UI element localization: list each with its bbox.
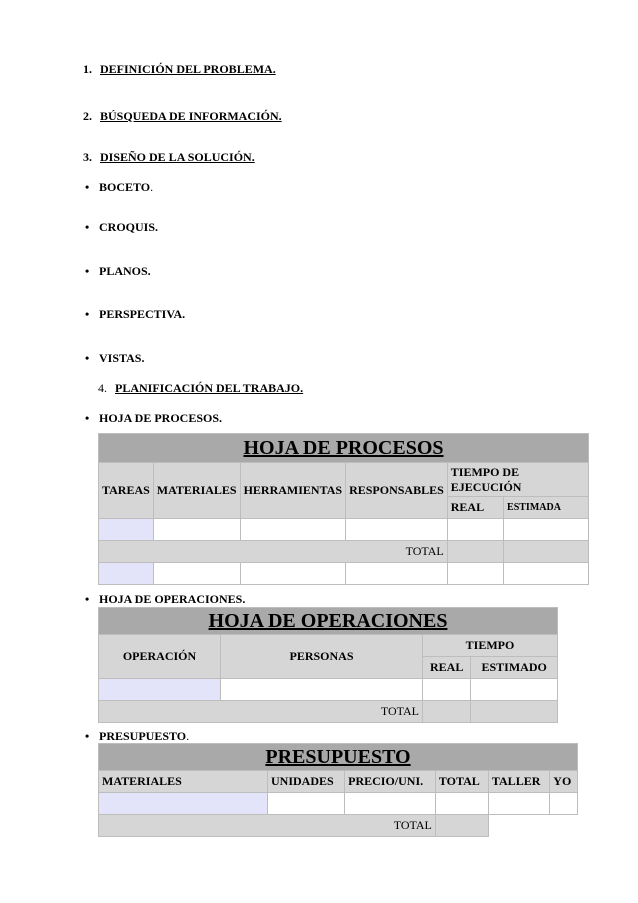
col-tareas: TAREAS	[99, 463, 154, 519]
col-operacion: OPERACIÓN	[99, 635, 221, 679]
step-label: DISEÑO DE LA SOLUCIÓN.	[100, 150, 255, 164]
cell-input[interactable]	[488, 793, 549, 815]
bullet-icon: •	[85, 180, 90, 194]
col-yo: YO	[550, 771, 578, 793]
cell-input[interactable]	[221, 679, 423, 701]
bullet-icon: •	[85, 264, 90, 278]
bullet-croquis	[85, 220, 158, 235]
total-value-cell[interactable]	[435, 815, 488, 837]
cell-input[interactable]	[153, 563, 240, 585]
col-estimado: ESTIMADO	[471, 657, 558, 679]
procesos-title: HOJA DE PROCESOS	[243, 436, 444, 459]
total-estimado-cell[interactable]	[471, 701, 558, 723]
step-number: 3.	[83, 150, 92, 164]
cell-input[interactable]	[550, 793, 578, 815]
total-row	[99, 541, 589, 563]
bullet-label: PRESUPUESTO	[99, 729, 187, 743]
bullet-icon: •	[85, 592, 90, 606]
step-label: DEFINICIÓN DEL PROBLEMA.	[100, 62, 276, 76]
bullet-label: HOJA DE OPERACIONES.	[99, 592, 246, 606]
bullet-label: BOCETO	[99, 180, 151, 194]
col-personas: PERSONAS	[221, 635, 423, 679]
step-label: BÚSQUEDA DE INFORMACIÓN.	[100, 109, 282, 123]
bullet-label: HOJA DE PROCESOS.	[99, 411, 223, 425]
operaciones-title: HOJA DE OPERACIONES	[208, 609, 448, 632]
col-real: REAL	[423, 657, 471, 679]
presupuesto-table	[98, 743, 578, 837]
presupuesto-title-cell	[99, 744, 578, 771]
col-unidades: UNIDADES	[268, 771, 345, 793]
bullet-icon: •	[85, 220, 90, 234]
table-row	[99, 679, 558, 701]
step-number: 4.	[98, 381, 107, 395]
col-taller: TALLER	[488, 771, 549, 793]
cell-input[interactable]	[268, 793, 345, 815]
cell-input[interactable]	[99, 679, 221, 701]
bullet-perspectiva	[85, 307, 185, 322]
cell-input[interactable]	[345, 793, 436, 815]
col-materiales: MATERIALES	[99, 771, 268, 793]
cell-input[interactable]	[471, 679, 558, 701]
cell-input[interactable]	[504, 563, 589, 585]
bullet-label: VISTAS.	[99, 351, 145, 365]
step-4	[98, 381, 303, 396]
cell-input[interactable]	[240, 563, 345, 585]
col-tiempo-ejecucion: TIEMPO DE EJECUCIÓN	[447, 463, 588, 497]
cell-input[interactable]	[99, 563, 154, 585]
bullet-hoja-procesos	[85, 411, 222, 426]
bullet-hoja-operaciones	[85, 592, 245, 607]
col-herramientas: HERRAMIENTAS	[240, 463, 345, 519]
table-row	[99, 793, 578, 815]
bullet-punct: .	[150, 180, 154, 194]
col-tiempo: TIEMPO	[423, 635, 558, 657]
cell-input[interactable]	[153, 519, 240, 541]
bullet-label: PERSPECTIVA.	[99, 307, 186, 321]
col-precio: PRECIO/UNI.	[345, 771, 436, 793]
total-estimada-cell[interactable]	[504, 541, 589, 563]
step-3	[83, 150, 255, 165]
step-1	[83, 62, 276, 77]
total-row	[99, 815, 578, 837]
cell-input[interactable]	[504, 519, 589, 541]
empty-cell	[488, 815, 577, 837]
total-row	[99, 701, 558, 723]
bullet-boceto	[85, 180, 153, 195]
operaciones-title-cell	[99, 608, 558, 635]
step-number: 1.	[83, 62, 92, 76]
bullet-icon: •	[85, 411, 90, 425]
col-responsables: RESPONSABLES	[346, 463, 448, 519]
table-row	[99, 563, 589, 585]
cell-input[interactable]	[346, 563, 448, 585]
cell-input[interactable]	[423, 679, 471, 701]
total-label: TOTAL	[99, 815, 436, 837]
operaciones-table	[98, 607, 558, 723]
bullet-punct: .	[186, 729, 190, 743]
col-real: REAL	[447, 497, 503, 519]
cell-input[interactable]	[435, 793, 488, 815]
cell-input[interactable]	[447, 519, 503, 541]
cell-input[interactable]	[99, 793, 268, 815]
cell-input[interactable]	[99, 519, 154, 541]
total-real-cell[interactable]	[447, 541, 503, 563]
col-total: TOTAL	[435, 771, 488, 793]
cell-input[interactable]	[346, 519, 448, 541]
col-materiales: MATERIALES	[153, 463, 240, 519]
bullet-icon: •	[85, 351, 90, 365]
step-number: 2.	[83, 109, 92, 123]
total-label: TOTAL	[99, 701, 423, 723]
bullet-icon: •	[85, 307, 90, 321]
table-row	[99, 519, 589, 541]
bullet-presupuesto	[85, 729, 189, 744]
bullet-icon: •	[85, 729, 90, 743]
bullet-vistas	[85, 351, 144, 366]
bullet-label: PLANOS.	[99, 264, 151, 278]
cell-input[interactable]	[240, 519, 345, 541]
bullet-label: CROQUIS.	[99, 220, 159, 234]
col-estimada: ESTIMADA	[504, 497, 589, 519]
cell-input[interactable]	[447, 563, 503, 585]
presupuesto-title: PRESUPUESTO	[265, 745, 411, 768]
total-real-cell[interactable]	[423, 701, 471, 723]
procesos-title-cell	[99, 434, 589, 463]
procesos-table	[98, 433, 589, 585]
bullet-planos	[85, 264, 151, 279]
step-label: PLANIFICACIÓN DEL TRABAJO.	[115, 381, 304, 395]
total-label: TOTAL	[99, 541, 448, 563]
step-2	[83, 109, 282, 124]
